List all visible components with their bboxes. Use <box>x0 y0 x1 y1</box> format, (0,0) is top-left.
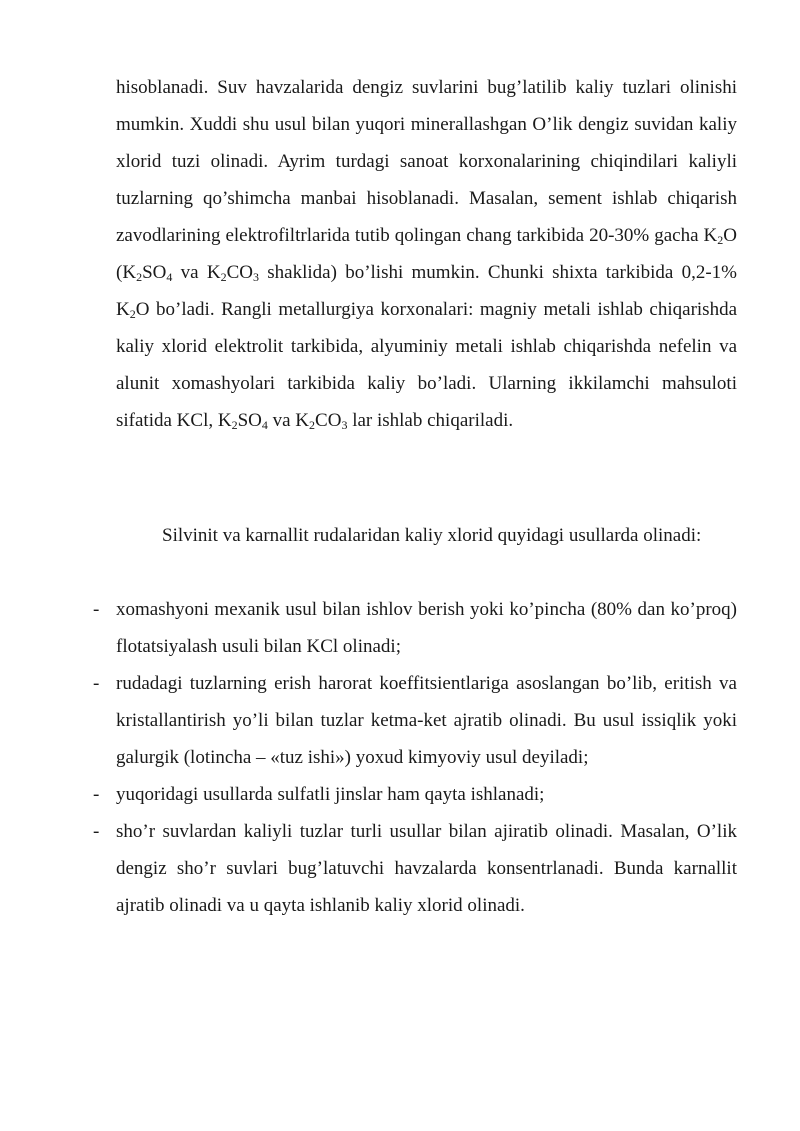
list-bullet: - <box>93 599 100 620</box>
text-run: O (K <box>116 225 737 283</box>
text-run: O bo’ladi. Rangli metallurgiya korxonalari: magniy metali ishlab chiqarishda kaliy xlorid elektrolit tarkibida, alyuminiy metali ishlab chiqarishda nefelin va alunit xomashyolari tarkibida kaliy bo’ladi. Ularning ikkilamchi mahsuloti sifatida KCl, K <box>116 299 737 431</box>
paragraph-methods-intro: Silvinit va karnallit rudalaridan kaliy xlorid quyidagi usullarda olinadi: <box>162 525 702 546</box>
subscript: 2 <box>231 418 238 432</box>
subscript: 3 <box>341 418 348 432</box>
subscript: 3 <box>252 270 259 284</box>
text-run: SO <box>237 410 262 431</box>
list-item-text: rudadagi tuzlarning erish harorat koeffitsientlariga asoslangan bo’lib, eritish va kristallantirish yo’li bilan tuzlar ketma-ket ajratib olinadi. Bu usul issiqlik yoki galurgik (lotincha – «tuz ishi») yoxud kimyoviy usul deyiladi; <box>116 673 737 768</box>
methods-list <box>0 591 800 924</box>
text-run: shaklida) bo’lishi mumkin. Chunki shixta tarkibida 0,2-1% K <box>116 262 738 320</box>
list-item <box>0 813 737 924</box>
text-run: CO <box>315 410 342 431</box>
list-item <box>0 776 737 813</box>
text-run: CO <box>226 262 253 283</box>
subscript: 4 <box>166 270 173 284</box>
list-bullet: - <box>93 821 100 842</box>
text-run: va K <box>172 262 221 283</box>
list-item <box>0 665 737 776</box>
subscript: 2 <box>220 270 227 284</box>
subscript: 2 <box>136 270 143 284</box>
list-bullet: - <box>93 673 100 694</box>
text-run: va K <box>267 410 310 431</box>
text-run: lar ishlab chiqariladi. <box>347 410 514 431</box>
list-bullet: - <box>93 784 100 805</box>
list-item <box>0 591 737 665</box>
paragraph-potassium-sources <box>116 69 737 439</box>
subscript: 4 <box>261 418 268 432</box>
text-run: hisoblanadi. Suv havzalarida dengiz suvlarini bug’latilib kaliy tuzlari olinishi mumkin. Xuddi shu usul bilan yuqori minerallashgan O’lik dengiz suvidan kaliy xlorid tuzi olinadi. Ayrim turdagi sanoat korxonalarining chiqindilari kaliyli tuzlarning qo’shimcha manbai hisoblanadi. Masalan, sement ishlab chiqarish zavodlarining elektrofiltrlarida tutib qolingan chang tarkibida 20-30% gacha K <box>116 77 737 246</box>
text-run: SO <box>142 262 167 283</box>
subscript: 2 <box>129 307 136 321</box>
list-item-text: xomashyoni mexanik usul bilan ishlov berish yoki ko’pincha (80% dan ko’proq) flotatsiyalash usuli bilan KCl olinadi; <box>116 599 737 657</box>
subscript: 2 <box>309 418 316 432</box>
list-item-text: sho’r suvlardan kaliyli tuzlar turli usullar bilan ajiratib olinadi. Masalan, O’lik dengiz sho’r suvlari bug’latuvchi havzalarda konsentrlanadi. Bunda karnallit ajratib olinadi va u qayta ishlanib kaliy xlorid olinadi. <box>116 821 737 916</box>
subscript: 2 <box>717 233 724 247</box>
list-item-text: yuqoridagi usullarda sulfatli jinslar ham qayta ishlanadi; <box>116 784 545 805</box>
